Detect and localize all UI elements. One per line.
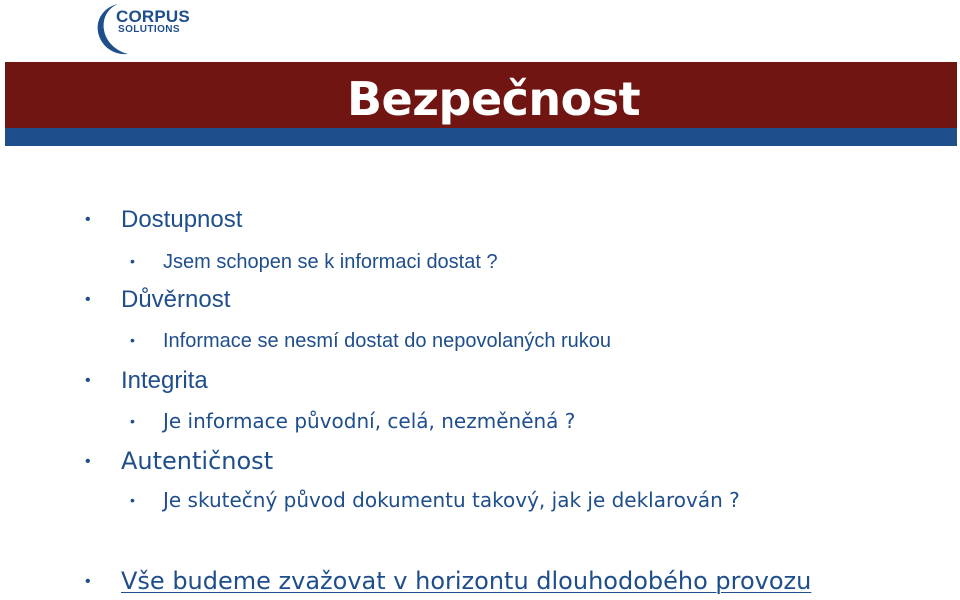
bullet-item-dostupnost xyxy=(85,208,242,232)
logo-wordmark-solutions: SOLUTIONS xyxy=(118,24,180,35)
sub-bullet-item xyxy=(130,331,611,351)
bullet-item-autenticnost xyxy=(85,449,273,474)
sub-bullet-text: Jsem schopen se k informaci dostat ? xyxy=(163,251,498,273)
bullet-item-integrita xyxy=(85,369,208,393)
sub-bullet-item xyxy=(130,411,575,432)
bullet-text-underlined: Vše budeme zvažovat v horizontu dlouhodobého provozu xyxy=(121,567,812,595)
bullet-text: Integrita xyxy=(121,367,208,394)
sub-bullet-text: Informace se nesmí dostat do nepovolaných rukou xyxy=(163,330,612,352)
bullet-dot-icon: • xyxy=(130,413,135,429)
logo-wordmark-corpus: CORPUS xyxy=(116,7,190,26)
sub-bullet-item xyxy=(130,490,740,511)
slide-title: Bezpečnost xyxy=(347,72,641,126)
sub-bullet-item xyxy=(130,252,498,272)
bullet-dot-icon: • xyxy=(85,211,91,228)
bullet-dot-icon: • xyxy=(85,291,91,308)
bullet-item-conclusion xyxy=(85,569,811,594)
bullet-dot-icon: • xyxy=(85,372,91,389)
bullet-item-duvernost xyxy=(85,288,230,312)
bullet-dot-icon: • xyxy=(130,492,135,508)
sub-bullet-text: Je skutečný původ dokumentu takový, jak je deklarován ? xyxy=(163,488,740,512)
bullet-dot-icon: • xyxy=(85,453,91,470)
bullet-text: Dostupnost xyxy=(121,206,243,233)
sub-bullet-text: Je informace původní, celá, nezměněná ? xyxy=(163,409,576,433)
bullet-dot-icon: • xyxy=(85,573,91,590)
bullet-text: Autentičnost xyxy=(121,447,274,475)
bullet-text: Důvěrnost xyxy=(121,286,231,313)
bullet-dot-icon: • xyxy=(130,332,135,348)
bullet-dot-icon: • xyxy=(130,253,135,269)
